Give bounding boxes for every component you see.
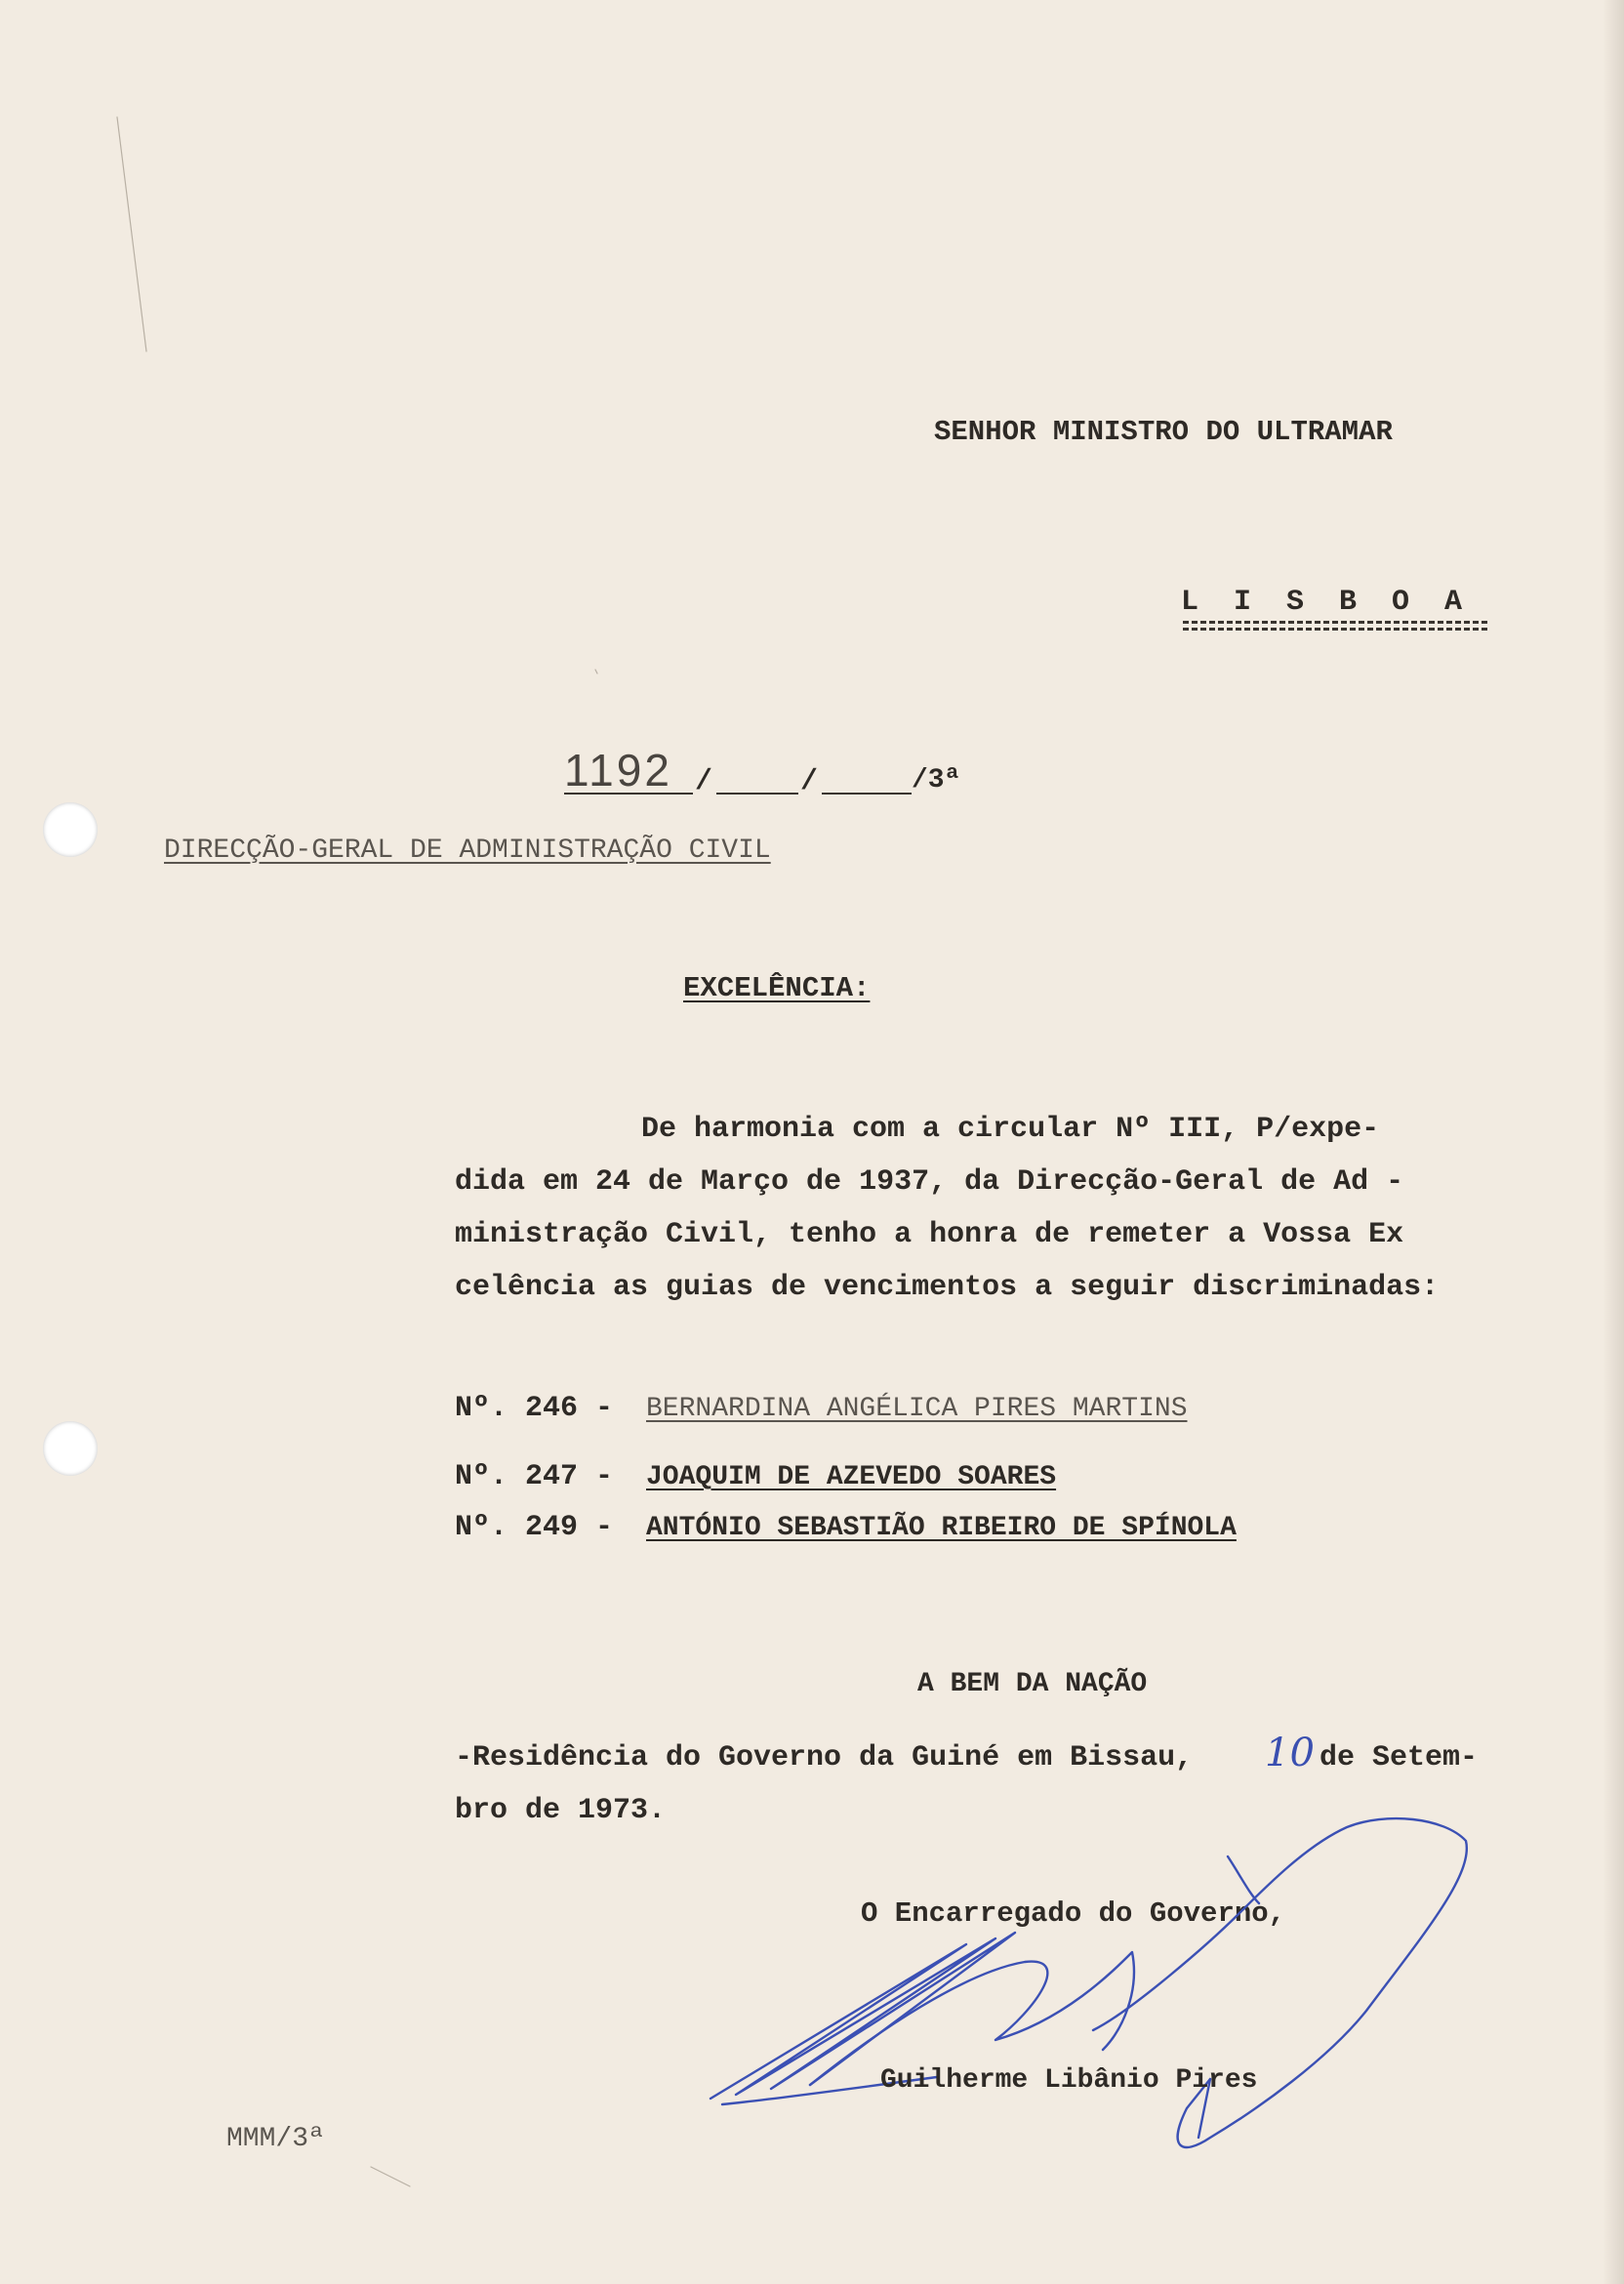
guide-name-3: ANTÓNIO SEBASTIÃO RIBEIRO DE SPÍNOLA [646,1513,1237,1543]
reference-number: 1192 [564,745,672,795]
guide-number-1: Nº. 246 - [455,1392,614,1425]
guide-number-3: Nº. 249 - [455,1511,614,1544]
handwritten-day: 10 [1265,1731,1315,1775]
signatory-title: O Encarregado do Governo, [861,1897,1286,1930]
signatory-name: Guilherme Libânio Pires [880,2065,1258,2096]
guide-number-2: Nº. 247 - [455,1460,614,1493]
body-line-1: De harmonia com a circular Nº III, P/expe- [641,1113,1380,1146]
body-line-3: ministração Civil, tenho a honra de remeter a Vossa Ex [455,1218,1404,1251]
guide-name-2: JOAQUIM DE AZEVEDO SOARES [646,1462,1057,1492]
reference-slash-2: / [800,765,819,798]
reference-slash-1: / [695,765,713,798]
place-date-line-1a: -Residência do Governo da Guiné em Bissau, [455,1741,1194,1774]
guide-name-1: BERNARDINA ANGÉLICA PIRES MARTINS [646,1394,1188,1424]
place-date-line-1b: de Setem- [1320,1741,1479,1774]
body-line-2: dida em 24 de Março de 1937, da Direcção-Geral de Ad - [455,1165,1404,1199]
addressee-line: SENHOR MINISTRO DO ULTRAMAR [934,416,1393,448]
department-heading: DIRECÇÃO-GERAL DE ADMINISTRAÇÃO CIVIL [164,836,771,866]
place-date-line-2: bro de 1973. [455,1794,667,1827]
reference-initials: MMM/3ª [226,2124,325,2154]
closing-formula: A BEM DA NAÇÃO [917,1669,1148,1699]
salutation: EXCELÊNCIA: [683,972,871,1004]
body-line-4: celência as guias de vencimentos a seguir discriminadas: [455,1271,1440,1304]
reference-suffix: /3ª [912,765,961,795]
addressee-city: L I S B O A [1181,586,1463,619]
